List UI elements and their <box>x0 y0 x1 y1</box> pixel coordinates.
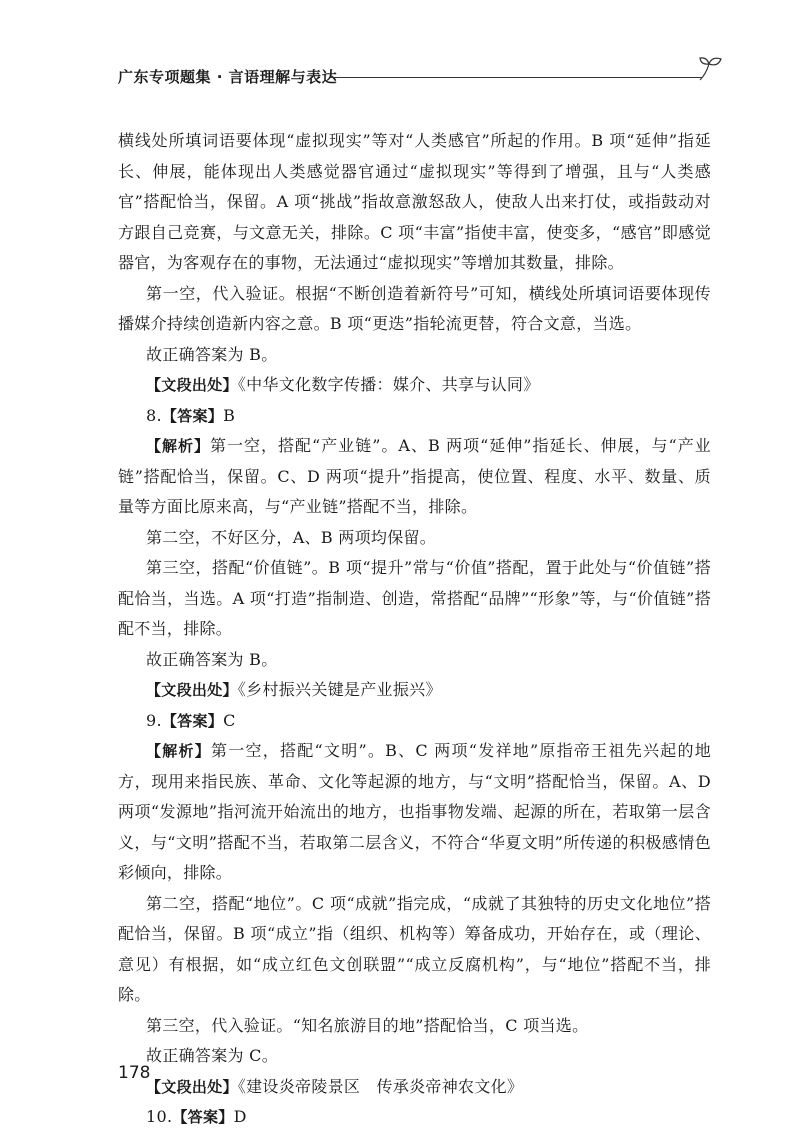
source-title: 《中华文化数字传播：媒介、共享与认同》 <box>237 375 540 394</box>
question-number: 8. <box>146 405 162 425</box>
explanation <box>118 736 711 889</box>
answer-tag: 【答案】 <box>161 406 224 425</box>
answer-line <box>118 1102 711 1133</box>
source-line <box>118 675 711 706</box>
page-number: 178 <box>118 1063 151 1083</box>
paragraph: 第一空，代入验证。根据“不断创造着新符号”可知，横线处所填词语要体现传播媒介持续创造新内容之意。B 项“更迭”指轮流更替，符合文意，当选。 <box>118 283 711 333</box>
header-rule <box>330 77 702 78</box>
answer-tag: 【答案】 <box>161 711 224 730</box>
paragraph: 第二空，搭配“地位”。C 项“成就”指完成，“成就了其独特的历史文化地位”搭配恰当，保留。B 项“成立”指（组织、机构等）筹备成功，开始存在，或（理论、意见）有根据，如“成立红色文创联盟”“成立反腐机构”，与“地位”搭配不当，排除。 <box>118 893 711 1004</box>
running-head <box>118 60 718 90</box>
explanation-text: 第一空，搭配“产业链”。A、B 两项“延伸”指延长、伸展，与“产业链”搭配恰当，保留。C、D 两项“提升”指提高，使位置、程度、水平、数量、质量等方面比原来高，与“产业链”搭配不当，排除。 <box>118 436 711 516</box>
paragraph: 横线处所填词语要体现“虚拟现实”等对“人类感官”所起的作用。B 项“延伸”指延长、伸展，能体现出人类感觉器官通过“虚拟现实”等得到了增强，且与“人类感官”搭配恰当，保留。A 项“挑战”指故意激怒敌人，使敌人出来打仗，或指鼓动对方跟自己竞赛，与文意无关，排除。C 项“丰富”指使丰富，使变多，“感官”即感觉器官，为客观存在的事物，无法通过“虚拟现实”等增加其数量，排除。 <box>118 131 711 272</box>
sprout-icon <box>696 56 726 82</box>
source-tag: 【文段出处】 <box>146 376 238 394</box>
source-tag: 【文段出处】 <box>146 1077 238 1096</box>
source-line <box>118 370 711 401</box>
question-number: 9. <box>146 710 162 730</box>
answer-value: C <box>223 710 236 730</box>
paragraph: 第三空，搭配“价值链”。B 项“提升”常与“价值”搭配，置于此处与“价值链”搭配恰当，当选。A 项“打造”指制造、创造，常搭配“品牌”“形象”等，与“价值链”搭配不当，排除。 <box>118 558 711 638</box>
question-number: 10. <box>146 1107 173 1126</box>
conclusion: 故正确答案为 B。 <box>146 344 278 364</box>
source-tag: 【文段出处】 <box>146 681 238 699</box>
explanation-tag: 【解析】 <box>146 437 211 455</box>
source-line <box>118 1072 711 1103</box>
source-title: 《建设炎帝陵景区 传承炎帝神农文化》 <box>237 1076 524 1096</box>
body-text <box>118 126 711 1133</box>
explanation-text: 第一空，搭配“文明”。B、C 两项“发祥地”原指帝王祖先兴起的地方，现用来指民族、革命、文化等起源的地方，与“文明”搭配恰当，保留。A、D 两项“发源地”指河流开始流出的地方，也指事物发端、起源的所在，若取第一层含义，与“文明”搭配不当，若取第二层含义，不符合“华夏文明”所传递的积极感情色彩倾向，排除。 <box>118 741 712 882</box>
conclusion: 故正确答案为 C。 <box>146 1046 279 1065</box>
explanation <box>118 431 711 523</box>
conclusion: 故正确答案为 B。 <box>146 649 278 669</box>
answer-line <box>118 706 711 737</box>
answer-value: D <box>233 1107 247 1126</box>
answer-line <box>118 401 711 432</box>
explanation-tag: 【解析】 <box>146 742 212 760</box>
answer-tag: 【答案】 <box>172 1108 234 1126</box>
paragraph: 第二空，不好区分，A、B 两项均保留。 <box>146 527 437 547</box>
paragraph: 第三空，代入验证。“知名旅游目的地”搭配恰当，C 项当选。 <box>146 1015 589 1035</box>
source-title: 《乡村振兴关键是产业振兴》 <box>237 680 442 699</box>
running-title: 广东专项题集 · 言语理解与表达 <box>118 68 338 86</box>
answer-value: B <box>223 405 236 425</box>
